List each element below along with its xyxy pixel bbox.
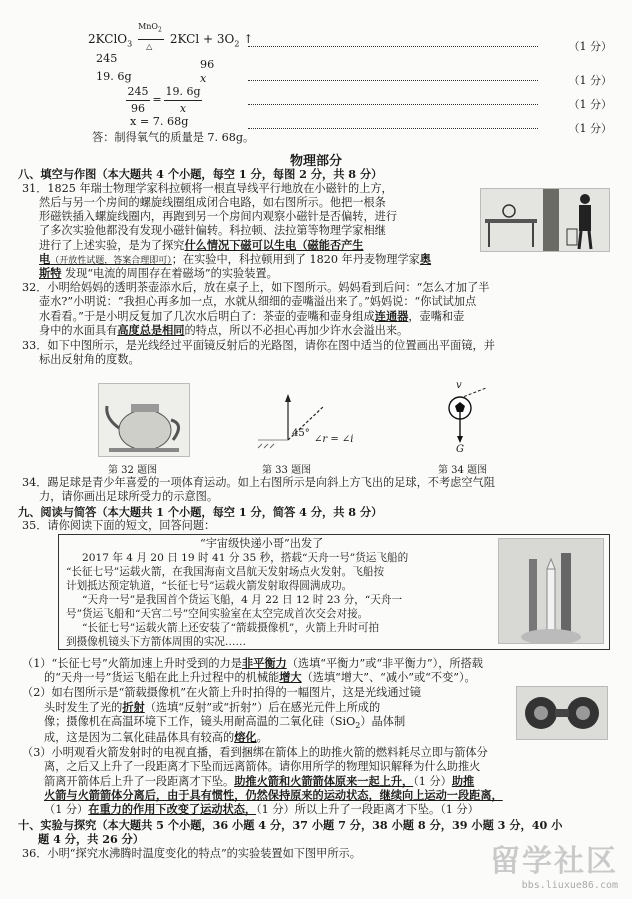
reflection-law-label: ∠r = ∠i	[314, 434, 354, 445]
section-9-heading: 九、阅读与简答（本大题共 1 个小题，每空 1 分，简答 4 分，共 8 分）	[18, 505, 383, 519]
football-figure	[430, 380, 520, 460]
chemical-equation: 2KClO$_3$ MnO$_2$ △ $2KCl + 3O_2$ ↑	[88, 22, 254, 51]
section-10-heading: 十、实验与探究（本大题共 5 个小题，36 小题 4 分，37 小题 7 分，38 小题 8 分，39 小题 3 分，40 小	[18, 818, 563, 832]
chem-answer: 答：制得氧气的质量是 7. 68g。	[92, 131, 255, 144]
rocket-launch-photo	[498, 538, 604, 644]
optics-figure	[248, 392, 358, 462]
answer-q31-2: 奥	[419, 252, 432, 266]
answer-35-1: 非平衡力	[241, 656, 287, 670]
exam-page: 2KClO$_3$ MnO$_2$ △ $2KCl + 3O_2$ ↑ （1 分） 245 96 19. 6g x （1 分） 245 96 = 19. 6g x （1 分） x = 7. 68g （1 分） 答：制得氧气的质量是 7. 68g。 物理部分 八、填空与作图（本大题共 4 个小题，每空 1 分，每图 2 分，共 8 分） 31．1825 年瑞士物理学家科拉顿将一根直导线平行地放在小磁针的上方， 然后与另一个房间的螺旋线圈组成闭合电路，如右图所示。他把一根条 形磁铁插入螺旋线圈内，再跑到另一个房间内观察小磁针是否偏转，进行 了多次实验他都没有发现小磁针偏转。科拉顿、法拉第等物理学家相继 进行了上述实验，是为了探究什么情况下磁可以生电（磁能否产生 电（开放性试题，答案合理即可）；在实验中，科拉顿用到了 1820 年丹麦物理学家奥 斯特 发现“电流的周围存在着磁场”的实验装置。 32．小明给妈妈的透明茶壶添水后，放在桌子上，如下图所示。妈妈看到后问：“怎么才加了半 壶水?”小明说：“我担心再多加一点，水就从细细的壶嘴溢出来了。”妈妈说：“你试试加点 水看看。”于是小明反复加了几次水后明白了：茶壶的壶嘴和壶身组成连通器，壶嘴和壶 身中的水面具有高度总是相同的特点，所以不必担心再加少许水会溢出来。 33．如下中图所示，是光线经过平面镜反射后的光路图，请你在图中适当的位置画出平面镜，并 标出反射角的度数。 第 32 题图 45° ∠r = ∠i 第 33 题图 v G 第 34 题图 34．踢足球是青少年喜爱的一项体育运动。如上右图所示是向斜上方飞出的足球，不考虑空气阻 力，请你画出足球所受力的示意图。 九、阅读与简答（本大题共 1 个小题，每空 1 分，简答 4 分，共 8 分） 35．请你阅读下面的短文，回答问题： “宇宙级快递小哥”出发了 2017 年 4 月 20 日 19 时 41 分 35 秒，搭载“天舟一号”货运飞船的 “长征七号”运载火箭，在我国海南文昌航天发射场点火发射。飞船按 计划抵达预定轨道，“长征七号”运载火箭发射取得圆满成功。 “天舟一号”是我国首个货运飞船，4 月 22 日 12 时 23 分，“天舟一 号”货运飞船和“天宫二号”空间实验室在太空完成首次交会对接。 “长征七号”运载火箭上还安装了“箭载摄像机”，火箭上升时可拍 到摄像机镜头下方箭体周围的实况…… （1）“长征七号”火箭加速上升时受到的力是非平衡力（选填“平衡力”或“非平衡力”），所搭载 的“天舟一号”货运飞船在此上升过程中的机械能增大（选填“增大”、“减小”或“不变”）。 （2）如右图所示是“箭载摄像机”在火箭上升时拍得的一幅图片，这是光线通过镜 头时发生了光的折射（选填“反射”或“折射”）后在感光元件上所成的 像；摄像机在高温环境下工作，镜头用耐高温的二氧化硅（SiO$_2$）晶体制 成，这是因为二氧化硅晶体具有较高的熔化。 （3）小明观看火箭发射时的电视直播，看到捆绑在箭体上的助推火箭的燃料耗尽立即与箭体分 离，之后又上升了一段距离才下坠而远离箭体。请你用所学的物理知识解释为什么助推火 箭离开箭体后上升了一段距离才下坠。助推火箭和火箭箭体原来一起上升，（1 分）助推 火箭与火箭箭体分离后，由于具有惯性，仍然保持原来的运动状态，继续向上运动一段距离， （1 分）在重力的作用下改变了运动状态，（1 分）所以上升了一段距离才下坠。（1 分） 十、实验与探究（本大题共 5 个小题，36 小题 4 分，37 小题 7 分，38 小题 8 分，39 小题 3 分，40 小 题 4 分，共 26 分） 36．小明“探究水沸腾时温度变化的特点”的实验装置如下图甲所示。 留学社区 bbs.liuxue86.com	[0, 0, 632, 899]
score-label: （1 分）	[568, 40, 612, 53]
answer-35-4: 熔化	[234, 730, 257, 744]
passage-title: “宇宙级快递小哥”出发了	[200, 537, 324, 550]
angle-label: 45°	[292, 428, 310, 439]
figure-caption: 第 34 题图	[438, 465, 488, 476]
result: x = 7. 68g	[130, 115, 189, 128]
figure-caption: 第 33 题图	[262, 465, 312, 476]
watermark: 留学社区 bbs.liuxue86.com	[490, 844, 618, 891]
molar-mass-kclo3: 245	[96, 52, 118, 65]
figure-caption: 第 32 题图	[108, 465, 158, 476]
unknown-x: x	[200, 72, 207, 85]
catalyst-label: MnO$_2$	[138, 22, 162, 34]
answer-q32-2: 高度总是相同	[117, 323, 185, 337]
answer-35-3: 折射	[122, 700, 145, 714]
molar-mass-o2: 96	[200, 58, 215, 71]
colladon-experiment-figure	[480, 188, 610, 252]
gravity-label: G	[456, 444, 464, 455]
velocity-label: v	[456, 380, 462, 391]
section-8-heading: 八、填空与作图（本大题共 4 个小题，每空 1 分，每图 2 分，共 8 分）	[18, 167, 383, 181]
answer-q32-1: 连通器	[374, 309, 409, 323]
answer-35-2: 增大	[279, 670, 302, 684]
answer-q31-1: 什么情况下磁可以生电（磁能否产生	[184, 238, 364, 252]
teapot-figure	[98, 383, 190, 457]
note: （开放性试题，答案合理即可）	[50, 256, 172, 266]
camera-image	[516, 686, 608, 740]
given-mass: 19. 6g	[96, 70, 132, 83]
section-title: 物理部分	[289, 154, 342, 169]
answer-35-5: 助推火箭和火箭箭体原来一起上升，	[234, 774, 414, 788]
